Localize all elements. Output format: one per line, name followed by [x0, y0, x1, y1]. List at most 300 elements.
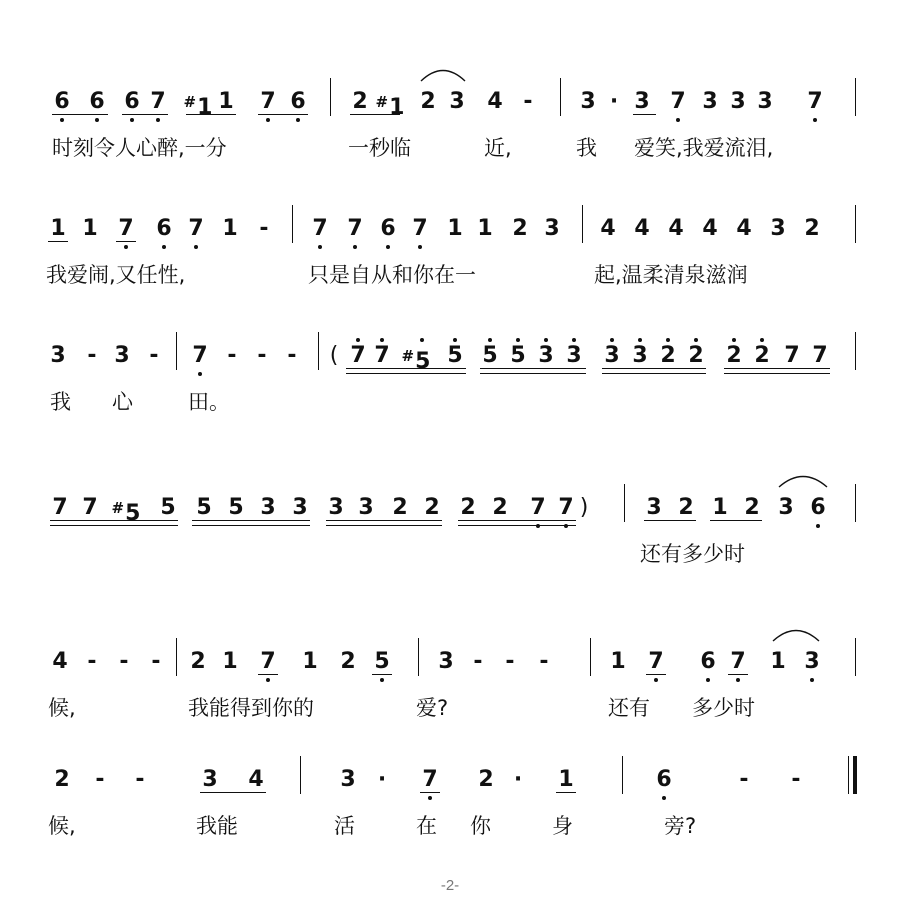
note: [340, 768, 355, 792]
lyric-text: 身: [552, 814, 573, 838]
dash-extension: [791, 768, 800, 792]
note-digit: 6: [156, 216, 172, 241]
note: [492, 496, 507, 520]
note-digit: 7: [812, 343, 828, 368]
note: [512, 217, 527, 241]
rhythm-underline-second: [458, 525, 576, 526]
note-digit: 3: [202, 767, 218, 792]
lyric-text: 爱?: [416, 696, 449, 720]
note: [784, 344, 799, 368]
note-digit: -: [119, 649, 129, 674]
lyric-text: 我: [576, 136, 597, 160]
octave-dot-above: [356, 338, 360, 342]
note-digit: -: [151, 649, 161, 674]
note: [358, 496, 373, 520]
note: [744, 496, 759, 520]
note-digit: 7: [648, 649, 664, 674]
note: [82, 496, 97, 520]
dash-extension: [739, 768, 748, 792]
note-digit: (: [329, 343, 339, 368]
dash-extension: [505, 650, 514, 674]
note-digit: 1: [389, 95, 405, 120]
slur-arc: [420, 66, 466, 82]
note-digit: 5: [415, 349, 431, 374]
note-digit: 7: [52, 495, 68, 520]
note-digit: 3: [702, 89, 718, 114]
note: [447, 344, 462, 368]
note: [290, 90, 305, 114]
note-digit: 7: [312, 216, 328, 241]
slur-path: [779, 477, 827, 488]
rhythm-underline-second: [480, 373, 586, 374]
rhythm-underline: [326, 520, 442, 521]
lyric-text: 我爱闹,又任性,: [46, 263, 186, 287]
note: [478, 768, 493, 792]
note: [50, 344, 65, 368]
note-digit: -: [287, 343, 297, 368]
note-digit: 6: [124, 89, 140, 114]
note-digit: 2: [754, 343, 770, 368]
note: [730, 90, 745, 114]
barline: [300, 756, 301, 794]
note: [632, 344, 647, 368]
rhythm-underline: [420, 792, 440, 793]
note: [350, 344, 365, 368]
note-digit: 2: [420, 89, 436, 114]
rhythm-underline: [602, 368, 706, 369]
note-digit: -: [227, 343, 237, 368]
note-digit: -: [87, 649, 97, 674]
note: [482, 344, 497, 368]
rhythm-underline: [728, 674, 748, 675]
octave-dot-below: [736, 678, 740, 682]
octave-dot-above: [610, 338, 614, 342]
note: [634, 217, 649, 241]
sharp-accidental: #: [401, 347, 415, 365]
dash-extension: [87, 650, 96, 674]
barline: [855, 484, 856, 522]
lyric-text: 还有多少时: [640, 542, 745, 566]
rhythm-underline: [258, 114, 308, 115]
octave-dot-below: [813, 118, 817, 122]
note-digit: 3: [730, 89, 746, 114]
note-digit: 3: [114, 343, 130, 368]
lyric-text: 我能: [196, 814, 238, 838]
note-digit: 7: [412, 216, 428, 241]
note-digit: ·: [513, 767, 523, 792]
note-digit: 3: [544, 216, 560, 241]
note-digit: 5: [374, 649, 390, 674]
lyric-text: 多少时: [692, 696, 755, 720]
note: [530, 496, 545, 520]
octave-dot-above: [516, 338, 520, 342]
note: [807, 90, 822, 114]
note: [804, 650, 819, 674]
rhythm-underline: [200, 792, 266, 793]
note: [52, 650, 67, 674]
note: [580, 90, 595, 114]
note-digit: 7: [530, 495, 546, 520]
lyric-text: 在: [416, 814, 437, 838]
dash-extension: [119, 650, 128, 674]
note: [376, 90, 405, 120]
lyric-text: 田。: [188, 390, 230, 414]
note-digit: 5: [510, 343, 526, 368]
octave-dot-above: [380, 338, 384, 342]
octave-dot-below: [654, 678, 658, 682]
note-digit: 7: [118, 216, 134, 241]
note-digit: -: [539, 649, 549, 674]
note: [218, 90, 233, 114]
rhythm-underline: [646, 674, 666, 675]
octave-dot-above: [694, 338, 698, 342]
barline: [176, 332, 177, 370]
dash-extension: [523, 90, 532, 114]
note: [634, 90, 649, 114]
note: [422, 768, 437, 792]
note-digit: 1: [218, 89, 234, 114]
note: [702, 217, 717, 241]
note: [646, 496, 661, 520]
note-digit: 7: [192, 343, 208, 368]
dash-extension: [95, 768, 104, 792]
slur-arc: [778, 472, 828, 488]
note-digit: 7: [347, 216, 363, 241]
note-digit: 2: [352, 89, 368, 114]
barline: [330, 78, 331, 116]
note-digit: 7: [260, 649, 276, 674]
note-digit: 4: [634, 216, 650, 241]
note: [222, 650, 237, 674]
note: [374, 344, 389, 368]
note-digit: ): [579, 495, 589, 520]
note-digit: 3: [770, 216, 786, 241]
note-digit: 2: [678, 495, 694, 520]
note-digit: 3: [757, 89, 773, 114]
lyric-text: 只是自从和你在一: [308, 263, 476, 287]
note: [538, 344, 553, 368]
rhythm-underline-second: [192, 525, 310, 526]
note-digit: 2: [460, 495, 476, 520]
octave-dot-above: [572, 338, 576, 342]
rhythm-underline: [458, 520, 576, 521]
dash-extension: [227, 344, 236, 368]
note: [604, 344, 619, 368]
lyric-text: 你: [470, 814, 491, 838]
note: [514, 768, 522, 792]
note: [192, 344, 207, 368]
rhythm-underline: [724, 368, 830, 369]
note-digit: 7: [807, 89, 823, 114]
note: [558, 496, 573, 520]
octave-dot-below: [198, 372, 202, 376]
rhythm-underline-second: [50, 525, 178, 526]
barline: [590, 638, 591, 676]
note-digit: -: [257, 343, 267, 368]
note: [196, 496, 211, 520]
note: [302, 650, 317, 674]
note: [510, 344, 525, 368]
note-digit: 2: [54, 767, 70, 792]
note: [656, 768, 671, 792]
note: [260, 650, 275, 674]
note-digit: 3: [358, 495, 374, 520]
parenthesis: [330, 344, 339, 368]
note: [757, 90, 772, 114]
octave-dot-above: [453, 338, 457, 342]
note: [378, 768, 386, 792]
note: [52, 496, 67, 520]
page-number: -2-: [440, 877, 460, 894]
rhythm-underline: [192, 520, 310, 521]
note-digit: 1: [447, 216, 463, 241]
note: [460, 496, 475, 520]
octave-dot-below: [428, 796, 432, 800]
note-digit: 1: [222, 649, 238, 674]
note-digit: -: [259, 216, 269, 241]
octave-dot-above: [544, 338, 548, 342]
note-digit: 1: [302, 649, 318, 674]
octave-dot-below: [676, 118, 680, 122]
rhythm-underline: [556, 792, 576, 793]
note: [248, 768, 263, 792]
sharp-accidental: #: [375, 93, 389, 111]
note-digit: 1: [197, 95, 213, 120]
note: [688, 344, 703, 368]
note-digit: 2: [492, 495, 508, 520]
note: [392, 496, 407, 520]
note-digit: 3: [604, 343, 620, 368]
dash-extension: [151, 650, 160, 674]
note: [447, 217, 462, 241]
note: [558, 768, 573, 792]
lyric-text: 候,: [48, 696, 76, 720]
note: [726, 344, 741, 368]
dash-extension: [259, 217, 268, 241]
note-digit: -: [149, 343, 159, 368]
note: [660, 344, 675, 368]
octave-dot-below: [266, 118, 270, 122]
note: [449, 90, 464, 114]
lyric-text: 候,: [48, 814, 76, 838]
lyric-text: 爱笑,我爱流泪,: [634, 136, 774, 160]
barline: [855, 78, 856, 116]
note-digit: 3: [340, 767, 356, 792]
note-digit: 1: [222, 216, 238, 241]
note-digit: -: [505, 649, 515, 674]
note-digit: 2: [688, 343, 704, 368]
rhythm-underline: [372, 674, 392, 675]
note-digit: 7: [150, 89, 166, 114]
note: [420, 90, 435, 114]
note: [702, 90, 717, 114]
note-digit: 3: [778, 495, 794, 520]
lyric-text: 我: [50, 390, 71, 414]
note-digit: 7: [188, 216, 204, 241]
note-digit: 5: [125, 501, 141, 526]
note: [260, 496, 275, 520]
lyric-text: 时刻令人心醉,一分: [52, 136, 227, 160]
octave-dot-below: [662, 796, 666, 800]
note: [678, 496, 693, 520]
rhythm-underline: [480, 368, 586, 369]
octave-dot-below: [810, 678, 814, 682]
note-digit: ·: [377, 767, 387, 792]
note-digit: 5: [482, 343, 498, 368]
note-digit: 3: [438, 649, 454, 674]
slur-path: [773, 631, 819, 642]
final-barline: [848, 756, 849, 794]
note: [424, 496, 439, 520]
lyric-text: 还有: [608, 696, 650, 720]
note: [312, 217, 327, 241]
barline: [855, 332, 856, 370]
octave-dot-above: [666, 338, 670, 342]
barline: [855, 205, 856, 243]
note: [114, 344, 129, 368]
note-digit: 3: [449, 89, 465, 114]
dash-extension: [287, 344, 296, 368]
note: [770, 650, 785, 674]
note: [804, 217, 819, 241]
barline: [292, 205, 293, 243]
rhythm-underline-second: [346, 373, 466, 374]
note: [754, 344, 769, 368]
note: [380, 217, 395, 241]
note: [202, 768, 217, 792]
note: [610, 650, 625, 674]
note-digit: 3: [632, 343, 648, 368]
rhythm-underline-second: [724, 373, 830, 374]
octave-dot-below: [266, 678, 270, 682]
note-digit: 5: [160, 495, 176, 520]
dash-extension: [257, 344, 266, 368]
lyric-text: 起,温柔清泉滋润: [594, 263, 748, 287]
note: [352, 90, 367, 114]
note-digit: 3: [804, 649, 820, 674]
note-digit: 4: [600, 216, 616, 241]
note: [402, 344, 431, 374]
note-digit: -: [135, 767, 145, 792]
note: [184, 90, 213, 120]
note: [124, 90, 139, 114]
note: [544, 217, 559, 241]
octave-dot-above: [760, 338, 764, 342]
note-digit: -: [95, 767, 105, 792]
note-digit: 5: [447, 343, 463, 368]
note-digit: 2: [660, 343, 676, 368]
note: [347, 217, 362, 241]
note-digit: 2: [392, 495, 408, 520]
note: [812, 344, 827, 368]
note-digit: 7: [730, 649, 746, 674]
note: [566, 344, 581, 368]
note: [292, 496, 307, 520]
note-digit: 7: [374, 343, 390, 368]
octave-dot-below: [130, 118, 134, 122]
note-digit: 6: [89, 89, 105, 114]
note-digit: 7: [260, 89, 276, 114]
note: [670, 90, 685, 114]
note: [118, 217, 133, 241]
rhythm-underline: [122, 114, 168, 115]
rhythm-underline: [186, 114, 236, 115]
octave-dot-below: [318, 245, 322, 249]
lyric-text: 心: [112, 390, 133, 414]
note: [160, 496, 175, 520]
note-digit: 3: [646, 495, 662, 520]
rhythm-underline: [346, 368, 466, 369]
rhythm-underline: [50, 520, 178, 521]
barline: [560, 78, 561, 116]
dash-extension: [473, 650, 482, 674]
note-digit: -: [523, 89, 533, 114]
octave-dot-above: [732, 338, 736, 342]
note-digit: 7: [422, 767, 438, 792]
note-digit: 3: [292, 495, 308, 520]
note: [648, 650, 663, 674]
note: [487, 90, 502, 114]
octave-dot-above: [638, 338, 642, 342]
note: [770, 217, 785, 241]
barline: [624, 484, 625, 522]
note-digit: 7: [558, 495, 574, 520]
note-digit: 7: [82, 495, 98, 520]
note-digit: 1: [610, 649, 626, 674]
note-digit: 3: [260, 495, 276, 520]
note-digit: -: [87, 343, 97, 368]
note: [412, 217, 427, 241]
note-digit: 1: [712, 495, 728, 520]
note-digit: 5: [228, 495, 244, 520]
note: [810, 496, 825, 520]
octave-dot-below: [380, 678, 384, 682]
note: [222, 217, 237, 241]
note-digit: 6: [700, 649, 716, 674]
note: [712, 496, 727, 520]
lyric-text: 近,: [484, 136, 512, 160]
note-digit: -: [791, 767, 801, 792]
octave-dot-below: [296, 118, 300, 122]
note-digit: ·: [609, 89, 619, 114]
sharp-accidental: #: [111, 499, 125, 517]
note-digit: 4: [668, 216, 684, 241]
note-digit: 2: [726, 343, 742, 368]
barline: [855, 638, 856, 676]
note-digit: 1: [558, 767, 574, 792]
note-digit: 3: [328, 495, 344, 520]
note-digit: 2: [340, 649, 356, 674]
rhythm-underline: [48, 241, 68, 242]
note: [228, 496, 243, 520]
slur-path: [421, 71, 465, 82]
note: [89, 90, 104, 114]
note-digit: 2: [478, 767, 494, 792]
note: [736, 217, 751, 241]
octave-dot-below: [706, 678, 710, 682]
note-digit: 6: [656, 767, 672, 792]
note-digit: 4: [52, 649, 68, 674]
note: [778, 496, 793, 520]
dash-extension: [135, 768, 144, 792]
note-digit: 4: [702, 216, 718, 241]
octave-dot-below: [194, 245, 198, 249]
barline: [622, 756, 623, 794]
octave-dot-below: [418, 245, 422, 249]
rhythm-underline-second: [602, 373, 706, 374]
note-digit: 4: [736, 216, 752, 241]
note: [600, 217, 615, 241]
